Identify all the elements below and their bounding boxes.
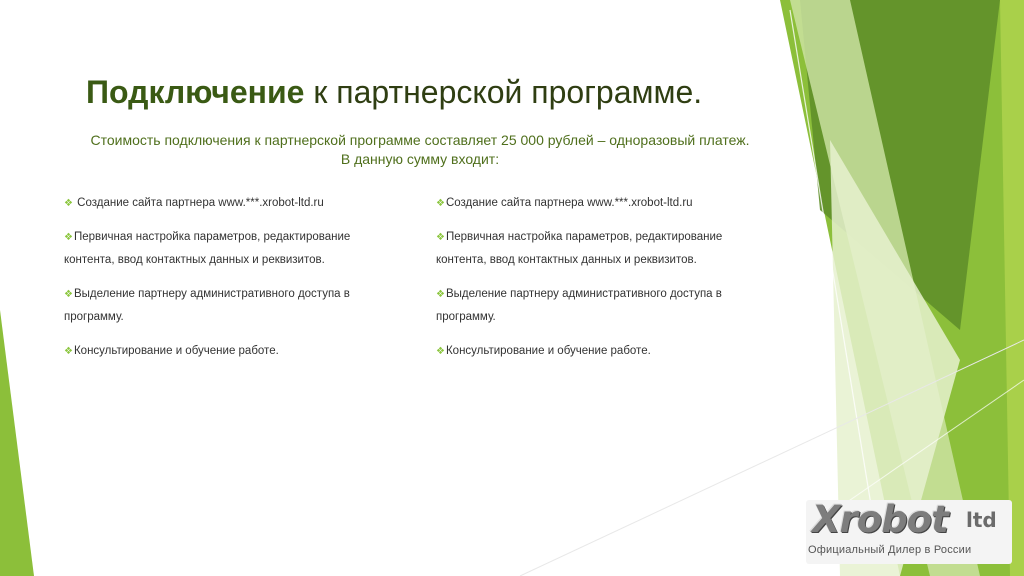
- list-item-text: Консультирование и обучение работе.: [445, 345, 651, 357]
- right-column-list: [436, 192, 766, 374]
- slide-title-highlight: Подключение: [86, 74, 305, 110]
- diamond-bullet-icon: ❖: [436, 346, 445, 357]
- list-item-text: Создание сайта партнера www.***.xrobot-ltd.ru: [77, 197, 324, 209]
- list-item: [64, 340, 394, 363]
- logo-tagline: Официальный Дилер в России: [808, 544, 972, 556]
- slide-title-rest: к партнерской программе.: [304, 74, 703, 110]
- list-item: [436, 226, 766, 272]
- logo-wordmark: Xrobot: [812, 498, 948, 541]
- list-item: [436, 192, 766, 215]
- left-column-list: [64, 192, 394, 374]
- logo-suffix: ltd: [966, 508, 997, 532]
- diamond-bullet-icon: ❖: [64, 289, 73, 300]
- diamond-bullet-icon: ❖: [436, 289, 445, 300]
- list-item: [64, 226, 394, 272]
- slide-title: [86, 74, 702, 111]
- list-item: [64, 192, 394, 215]
- list-item: [436, 283, 766, 329]
- xrobot-logo: [806, 500, 1012, 564]
- subtitle-line-2: В данную сумму входит:: [340, 151, 500, 167]
- list-item-text: Первичная настройка параметров, редактирование контента, ввод контактных данных и реквизитов.: [64, 231, 351, 266]
- list-item-text: Консультирование и обучение работе.: [73, 345, 279, 357]
- green-shape-bottom-left: [0, 310, 34, 576]
- diamond-bullet-icon: ❖: [436, 232, 445, 243]
- diamond-bullet-icon: ❖: [64, 346, 73, 357]
- list-item-text: Первичная настройка параметров, редактирование контента, ввод контактных данных и реквизитов.: [436, 231, 723, 266]
- list-item-text: Выделение партнеру административного доступа в программу.: [436, 288, 722, 323]
- list-item: [436, 340, 766, 363]
- diamond-bullet-icon: ❖: [436, 198, 445, 209]
- slide-subtitle: [60, 131, 780, 169]
- list-item-text: Создание сайта партнера www.***.xrobot-ltd.ru: [445, 197, 693, 209]
- list-item: [64, 283, 394, 329]
- diamond-bullet-icon: ❖: [64, 232, 73, 243]
- diamond-bullet-icon: ❖: [64, 198, 73, 209]
- list-item-text: Выделение партнеру административного доступа в программу.: [64, 288, 350, 323]
- subtitle-line-1: Стоимость подключения к партнерской программе составляет 25 000 рублей – одноразовый платеж.: [90, 132, 750, 148]
